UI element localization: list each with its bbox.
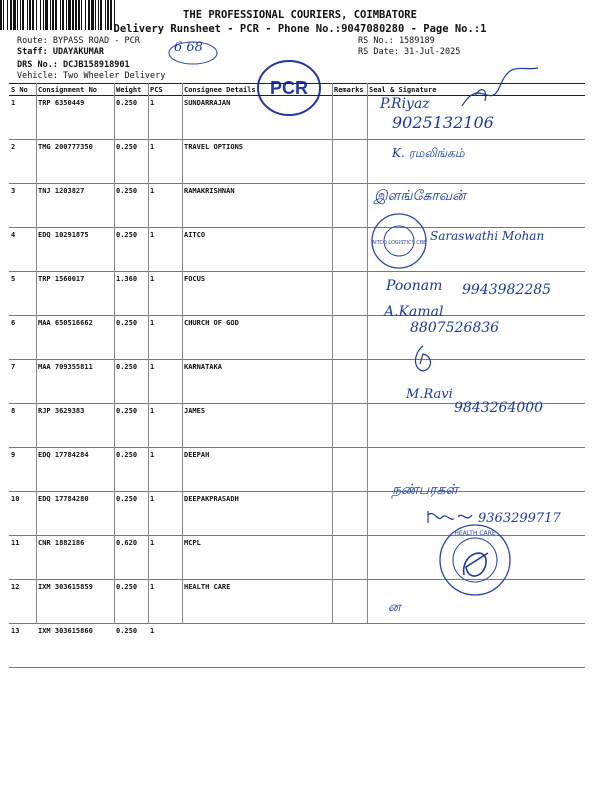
health-seal-text: HEALTH CARE bbox=[454, 530, 496, 537]
pieces: 1 bbox=[148, 140, 182, 184]
table-row bbox=[9, 140, 585, 184]
weight: 0.250 bbox=[114, 492, 148, 536]
remarks-cell bbox=[332, 96, 367, 140]
weight: 0.250 bbox=[114, 96, 148, 140]
consignee-name: DEEPAKPRASADH bbox=[182, 492, 332, 536]
column-header: Remarks bbox=[332, 84, 367, 96]
remarks-cell bbox=[332, 580, 367, 624]
consignee-name: FOCUS bbox=[182, 272, 332, 316]
remarks-cell bbox=[332, 536, 367, 580]
consignment-number: MAA 709355811 bbox=[36, 360, 114, 404]
route-label: Route: BYPASS ROAD - PCR bbox=[17, 36, 140, 46]
consignee-name: SUNDARRAJAN bbox=[182, 96, 332, 140]
signature-1-name: P.Riyaz bbox=[380, 96, 430, 112]
weight: 0.250 bbox=[114, 316, 148, 360]
pieces: 1 bbox=[148, 448, 182, 492]
weight: 0.250 bbox=[114, 140, 148, 184]
consignment-number: TRP 1560017 bbox=[36, 272, 114, 316]
weight: 0.250 bbox=[114, 448, 148, 492]
column-header: S No bbox=[9, 84, 36, 96]
consignee-name: CHURCH OF GOD bbox=[182, 316, 332, 360]
signature-1-phone: 9025132106 bbox=[392, 113, 494, 132]
serial-number: 8 bbox=[9, 404, 36, 448]
pieces: 1 bbox=[148, 580, 182, 624]
remarks-cell bbox=[332, 228, 367, 272]
serial-number: 10 bbox=[9, 492, 36, 536]
serial-number: 1 bbox=[9, 96, 36, 140]
consignee-name: MCPL bbox=[182, 536, 332, 580]
weight: 1.360 bbox=[114, 272, 148, 316]
weight: 0.250 bbox=[114, 580, 148, 624]
consignee-name: DEEPAH bbox=[182, 448, 332, 492]
signature-cell bbox=[367, 360, 585, 404]
remarks-cell bbox=[332, 140, 367, 184]
weight: 0.250 bbox=[114, 184, 148, 228]
signature-11-phone: 9363299717 bbox=[478, 511, 561, 526]
column-header: Consignee Details bbox=[182, 84, 332, 96]
consignment-number: RJP 3629383 bbox=[36, 404, 114, 448]
serial-number: 5 bbox=[9, 272, 36, 316]
weight: 0.250 bbox=[114, 228, 148, 272]
company-name: THE PROFESSIONAL COURIERS, COIMBATORE bbox=[183, 9, 417, 21]
serial-number: 7 bbox=[9, 360, 36, 404]
rs-date: RS Date: 31-Jul-2025 bbox=[358, 47, 461, 57]
pieces: 1 bbox=[148, 624, 182, 668]
consignee-name: HEALTH CARE bbox=[182, 580, 332, 624]
consignment-number: IXM 303615859 bbox=[36, 580, 114, 624]
consignee-name: KARNATAKA bbox=[182, 360, 332, 404]
consignee-name: AITCO bbox=[182, 228, 332, 272]
health-care-seal bbox=[438, 523, 512, 597]
table-row bbox=[9, 448, 585, 492]
consignee-name bbox=[182, 624, 332, 668]
signature-10: நண்பரகள் bbox=[392, 482, 459, 498]
remarks-cell bbox=[332, 448, 367, 492]
remarks-cell bbox=[332, 492, 367, 536]
weight: 0.250 bbox=[114, 360, 148, 404]
rs-number: RS No.: 1589189 bbox=[358, 36, 435, 46]
consignment-number: TRP 6350449 bbox=[36, 96, 114, 140]
weight: 0.250 bbox=[114, 404, 148, 448]
signature-6-name: A.Kamal bbox=[384, 304, 444, 320]
aitco-seal bbox=[370, 212, 428, 270]
serial-number: 4 bbox=[9, 228, 36, 272]
serial-number: 3 bbox=[9, 184, 36, 228]
column-header: Consignment No bbox=[36, 84, 114, 96]
column-header: Weight bbox=[114, 84, 148, 96]
weight: 0.250 bbox=[114, 624, 148, 668]
signature-1-scribble bbox=[460, 66, 540, 116]
column-header: Seal & Signature bbox=[367, 84, 585, 96]
consignment-number: IXM 303615860 bbox=[36, 624, 114, 668]
signature-8-name: M.Ravi bbox=[406, 387, 453, 402]
remarks-cell bbox=[332, 184, 367, 228]
consignment-number: EDQ 17784280 bbox=[36, 492, 114, 536]
runsheet-title: Delivery Runsheet - PCR - Phone No.:9047080280 - Page No.:1 bbox=[113, 23, 487, 35]
remarks-cell bbox=[332, 272, 367, 316]
signature-8-phone: 9843264000 bbox=[454, 400, 544, 416]
remarks-cell bbox=[332, 404, 367, 448]
serial-number: 6 bbox=[9, 316, 36, 360]
aitco-seal-text: AITCO LOGISTICS CBE bbox=[371, 240, 427, 246]
remarks-cell bbox=[332, 360, 367, 404]
signature-13: ன bbox=[388, 600, 401, 615]
vehicle-label: Vehicle: Two Wheeler Delivery bbox=[17, 71, 166, 81]
table-row bbox=[9, 184, 585, 228]
signature-6-phone: 8807526836 bbox=[410, 320, 500, 336]
serial-number: 13 bbox=[9, 624, 36, 668]
consignee-name: TRAVEL OPTIONS bbox=[182, 140, 332, 184]
serial-number: 9 bbox=[9, 448, 36, 492]
consignment-number: EDQ 17784284 bbox=[36, 448, 114, 492]
pieces: 1 bbox=[148, 360, 182, 404]
consignment-number: TNJ 1203827 bbox=[36, 184, 114, 228]
signature-4: Saraswathi Mohan bbox=[430, 229, 545, 243]
column-header: PCS bbox=[148, 84, 182, 96]
signature-5-name: Poonam bbox=[386, 278, 443, 294]
signature-5-phone: 9943982285 bbox=[462, 282, 552, 298]
pieces: 1 bbox=[148, 316, 182, 360]
drs-number: DRS No.: DCJB158918901 bbox=[17, 60, 130, 70]
signature-7-scribble bbox=[408, 344, 438, 374]
pieces: 1 bbox=[148, 492, 182, 536]
serial-number: 11 bbox=[9, 536, 36, 580]
consignment-number: MAA 650516662 bbox=[36, 316, 114, 360]
remarks-cell bbox=[332, 624, 367, 668]
handwritten-note: 6 68 bbox=[174, 40, 203, 55]
pieces: 1 bbox=[148, 96, 182, 140]
consignee-name: RAMAKRISHNAN bbox=[182, 184, 332, 228]
serial-number: 12 bbox=[9, 580, 36, 624]
table-row bbox=[9, 360, 585, 404]
note-circle bbox=[168, 40, 218, 66]
remarks-cell bbox=[332, 316, 367, 360]
consignee-name: JAMES bbox=[182, 404, 332, 448]
signature-cell bbox=[367, 624, 585, 668]
signature-2: K. ரமலிங்கம் bbox=[392, 146, 465, 160]
pieces: 1 bbox=[148, 184, 182, 228]
consignment-number: TMG 200777350 bbox=[36, 140, 114, 184]
staff-label: Staff: UDAYAKUMAR bbox=[17, 47, 104, 57]
stamp-text: PCR bbox=[269, 78, 309, 98]
consignment-number: CNR 1882186 bbox=[36, 536, 114, 580]
serial-number: 2 bbox=[9, 140, 36, 184]
pieces: 1 bbox=[148, 404, 182, 448]
pieces: 1 bbox=[148, 272, 182, 316]
weight: 0.620 bbox=[114, 536, 148, 580]
signature-3: இளங்கோவன் bbox=[374, 188, 466, 204]
consignment-number: EDQ 10291875 bbox=[36, 228, 114, 272]
table-row bbox=[9, 624, 585, 668]
pieces: 1 bbox=[148, 536, 182, 580]
pieces: 1 bbox=[148, 228, 182, 272]
